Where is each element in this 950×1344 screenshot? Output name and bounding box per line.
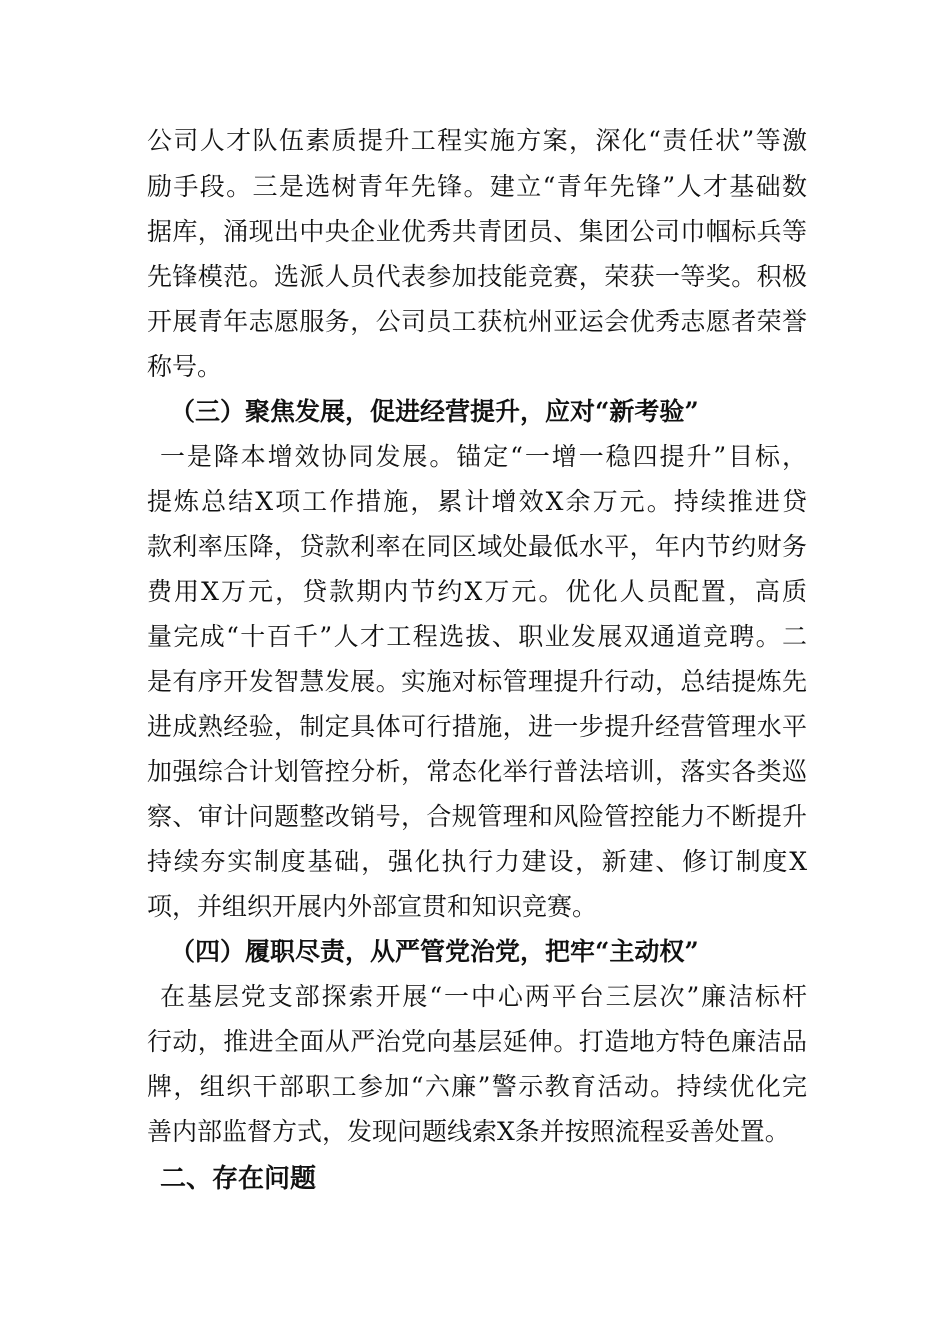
text-line: 量完成“十百千”人才工程选拔、职业发展双通道竞聘。二 [147, 622, 807, 651]
text-line: 励手段。三是选树青年先锋。建立“青年先锋”人才基础数 [147, 172, 807, 201]
text-line: 一是降本增效协同发展。锚定“一增一稳四提升”目标， [160, 442, 807, 471]
text-line: 款利率压降，贷款利率在同区域处最低水平，年内节约财务 [147, 532, 807, 561]
section-heading-4: （四）履职尽责，从严管党治党，把牢“主动权” [170, 937, 699, 966]
text-line: 善内部监督方式，发现问题线索X条并按照流程妥善处置。 [147, 1117, 790, 1146]
text-line: 开展青年志愿服务，公司员工获杭州亚运会优秀志愿者荣誉 [147, 307, 807, 336]
text-line: 费用X万元，贷款期内节约X万元。优化人员配置，高质 [147, 577, 807, 606]
text-line: 行动，推进全面从严治党向基层延伸。打造地方特色廉洁品 [147, 1027, 807, 1056]
text-line: 察、审计问题整改销号，合规管理和风险管控能力不断提升 [147, 802, 807, 831]
text-line: 先锋模范。选派人员代表参加技能竞赛，荣获一等奖。积极 [147, 262, 807, 291]
section-heading-3: （三）聚焦发展，促进经营提升，应对“新考验” [170, 397, 699, 426]
text-line: 提炼总结X项工作措施，累计增效X余万元。持续推进贷 [147, 487, 807, 516]
text-line: 牌，组织干部职工参加“六廉”警示教育活动。持续优化完 [147, 1072, 807, 1101]
text-line: 进成熟经验，制定具体可行措施，进一步提升经营管理水平 [147, 712, 807, 741]
text-line: 是有序开发智慧发展。实施对标管理提升行动，总结提炼先 [147, 667, 807, 696]
text-line: 称号。 [147, 352, 223, 381]
text-line: 加强综合计划管控分析，常态化举行普法培训，落实各类巡 [147, 757, 807, 786]
text-line: 公司人才队伍素质提升工程实施方案，深化“责任状”等激 [147, 126, 807, 155]
text-line: 项，并组织开展内外部宣贯和知识竞赛。 [147, 892, 598, 921]
text-line: 据库，涌现出中央企业优秀共青团员、集团公司巾帼标兵等 [147, 217, 807, 246]
section-heading-problems: 二、存在问题 [160, 1164, 317, 1194]
text-line: 持续夯实制度基础，强化执行力建设，新建、修订制度X [147, 847, 807, 876]
text-line: 在基层党支部探索开展“一中心两平台三层次”廉洁标杆 [160, 982, 807, 1011]
